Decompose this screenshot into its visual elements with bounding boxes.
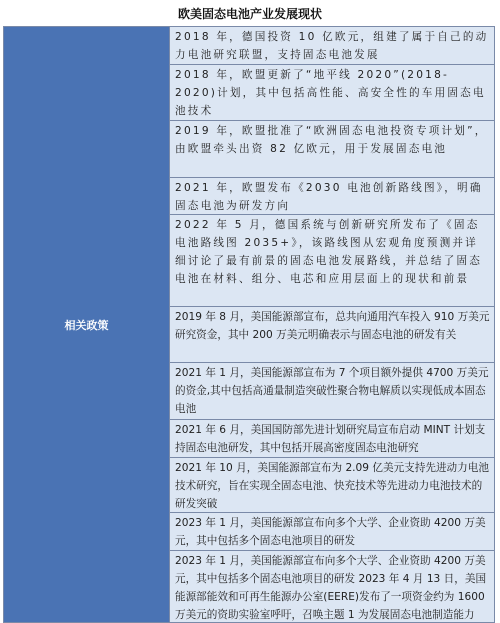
policy-item-eu-horizon-2020: 2018 年，欧盟更新了“地平线 2020”(2018-2020)计划，其中包括高性能、高安全性的车用固态电池技术 [170,65,494,121]
policy-item-us-2021-01: 2021 年 1 月，美国能源部宣布为 7 个项目额外提供 4700 万美元的资金,其中包括高通量制造突破性聚合物电解质以实现低成本固态电池 [170,363,494,420]
policy-item-us-2023-01: 2023 年 1 月，美国能源部宣布向多个大学、企业资助 4200 万美元，其中包括多个固态电池项目的研发 [170,513,494,551]
policy-item-us-2019-08: 2019 年 8 月，美国能源部宣布，总共向通用汽车投入 910 万美元研究资金，其中 200 万美元明确表示与固态电池的研发有关 [170,307,494,363]
policy-item-eu-2021: 2021 年，欧盟发布《2030 电池创新路线图》，明确固态电池为研发方向 [170,178,494,216]
policy-item-germany-2022: 2022 年 5 月，德国系统与创新研究所发布了《固态电池路线图 2035+》，该路线图从宏观角度预测并详细讨论了最有前景的固态电池发展路线，并总结了固态电池在材料、组分、电芯和应用层面上的现状和前景 [170,215,494,307]
category-cell: 相关政策 [4,27,170,622]
page-title: 欧美固态电池产业发展现状 [177,7,322,21]
policy-table [3,26,495,623]
policy-list [170,27,494,622]
policy-item-us-2021-06: 2021 年 6 月，美国国防部先进计划研究局宣布启动 MINT 计划支持固态电池研发，其中包括开展高密度固态电池研究 [170,420,494,458]
policy-item-germany-2018: 2018 年，德国投资 10 亿欧元，组建了属于自己的动力电池研究联盟，支持固态电池发展 [170,27,494,65]
policy-item-eu-2019: 2019 年，欧盟批准了“欧洲固态电池投资专项计划”，由欧盟牵头出资 82 亿欧元，用于发展固态电池 [170,121,494,178]
policy-item-us-2021-10: 2021 年 10 月，美国能源部宣布为 2.09 亿美元支持先进动力电池技术研究，旨在实现全固态电池、快充技术等先进动力电池技术的研发突破 [170,458,494,514]
policy-item-us-2023-04: 2023 年 1 月，美国能源部宣布向多个大学、企业资助 4200 万美元，其中包括多个固态电池项目的研发 2023 年 4 月 13 日，美国能源部能效和可再生能源办公室(EERE)发布了一项资金约为 1600 万美元的资助实验室呼吁，召唤主题 1 为发展固态电池制造能力 [170,551,494,622]
